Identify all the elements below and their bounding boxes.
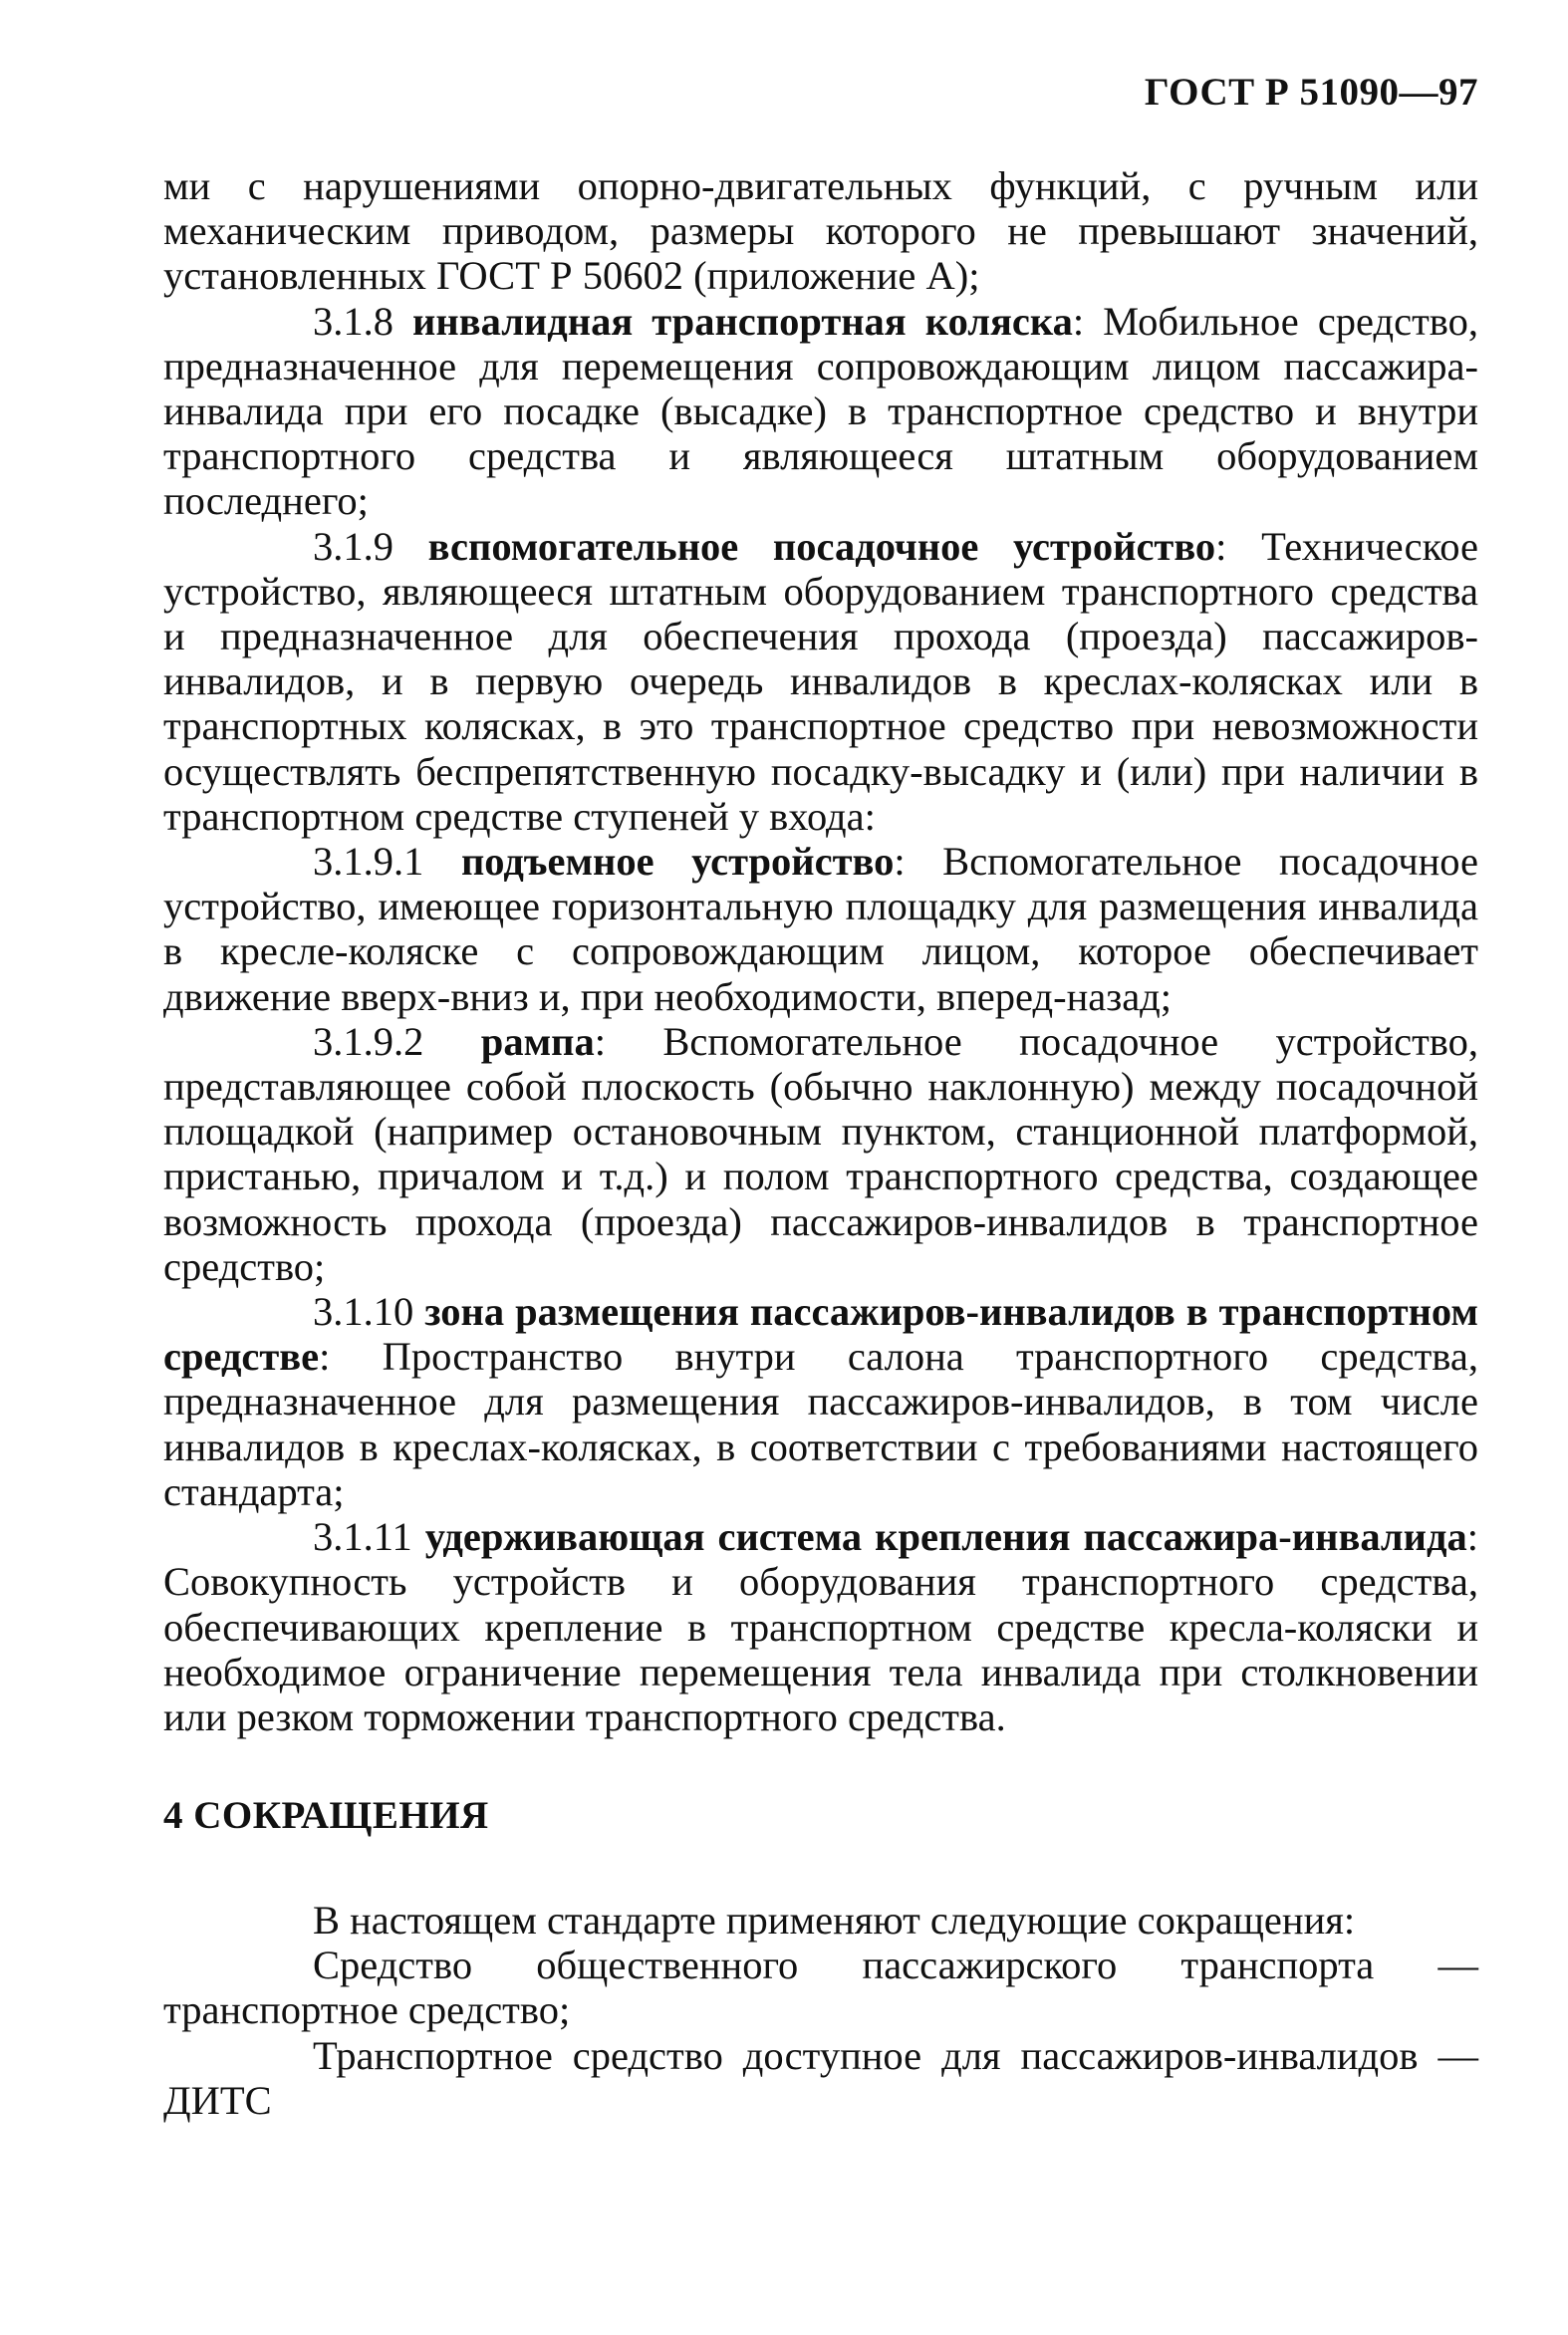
definition-3-1-9 [163, 524, 1478, 839]
abbreviation-item: Средство общественного пассажирского транспорта — транспортное средство; [163, 1943, 1478, 2033]
definition-text: : Мобильное средство, предназначенное для перемещения сопровождающим лицом пассажира-инвалида при его посадке (высадке) в транспортное средство и внутри транспортного средства и являющееся штатным оборудованием последнего; [163, 298, 1478, 524]
paragraph-text: ми с нарушениями опорно-двигательных функций, с ручным или механическим приводом, размеры которого не превышают значений, установленных ГОСТ Р 50602 (приложение А); [163, 163, 1478, 299]
definition-3-1-9-2 [163, 1019, 1478, 1289]
definition-3-1-9-1 [163, 839, 1478, 1019]
clause-number: 3.1.10 [313, 1289, 425, 1335]
definition-text: : Совокупность устройств и оборудования транспортного средства, обеспечивающих крепление в транспортном средстве кресла-коляски и необходимое ограничение перемещения тела инвалида при столкновении или резком торможении транспортного средства. [163, 1514, 1478, 1739]
clause-number: 3.1.9.1 [313, 839, 461, 885]
term: подъемное устройство [460, 839, 895, 885]
abbreviation-item: Транспортное средство доступное для пассажиров-инвалидов — ДИТС [163, 2032, 1478, 2123]
term: удерживающая система крепления пассажира-инвалида [424, 1514, 1467, 1560]
clause-number: 3.1.9 [313, 523, 428, 569]
definition-text: : Вспомогательное посадочное устройство, представляющее собой плоскость (обычно наклонную) между посадочной площадкой (например остановочным пунктом, станционной платформой, пристанью, причалом и т.д.) и полом транспортного средства, создающее возможность прохода (проезда) пассажиров-инвалидов в транспортное средство; [163, 1018, 1479, 1289]
abbreviations-intro: В настоящем стандарте применяют следующие сокращения: [313, 1898, 1356, 1943]
definition-text: : Пространство внутри салона транспортного средства, предназначенное для размещения пассажиров-инвалидов, в том числе инвалидов в креслах-колясках, в соответствии с требованиями настоящего стандарта; [163, 1334, 1478, 1514]
definition-text: : Вспомогательное посадочное устройство, имеющее горизонтальную площадку для размещения инвалида в кресле-коляске с сопровождающим лицом, которое обеспечивает движение вверх-вниз и, при необходимости, вперед-назад; [163, 839, 1479, 1019]
abbreviations-body [163, 1898, 1478, 2123]
term: рампа [480, 1018, 595, 1064]
definition-3-1-11 [163, 1514, 1478, 1739]
document-code-header: ГОСТ Р 51090—97 [1144, 71, 1478, 114]
term: зона размещения пассажиров-инвалидов в транспортном средстве [163, 1289, 1478, 1380]
definition-text: : Техническое устройство, являющееся штатным оборудованием транспортного средства и предназначенное для обеспечения прохода (проезда) пассажиров-инвалидов, и в первую очередь инвалидов в креслах-колясках или в транспортных колясках, в это транспортное средство при невозможности осуществлять беспрепятственную посадку-высадку и (или) при наличии в транспортном средстве ступеней у входа: [163, 523, 1478, 839]
definitions-body [163, 163, 1478, 1739]
clause-number: 3.1.8 [313, 298, 413, 344]
clause-number: 3.1.11 [313, 1514, 425, 1560]
term: инвалидная транспортная коляска [412, 298, 1073, 344]
clause-number: 3.1.9.2 [313, 1018, 481, 1064]
definition-3-1-8 [163, 299, 1478, 524]
definition-3-1-10 [163, 1289, 1478, 1514]
paragraph-continuation [163, 163, 1478, 299]
section-title: 4 СОКРАЩЕНИЯ [163, 1794, 489, 1837]
term: вспомогательное посадочное устройство [427, 523, 1216, 569]
